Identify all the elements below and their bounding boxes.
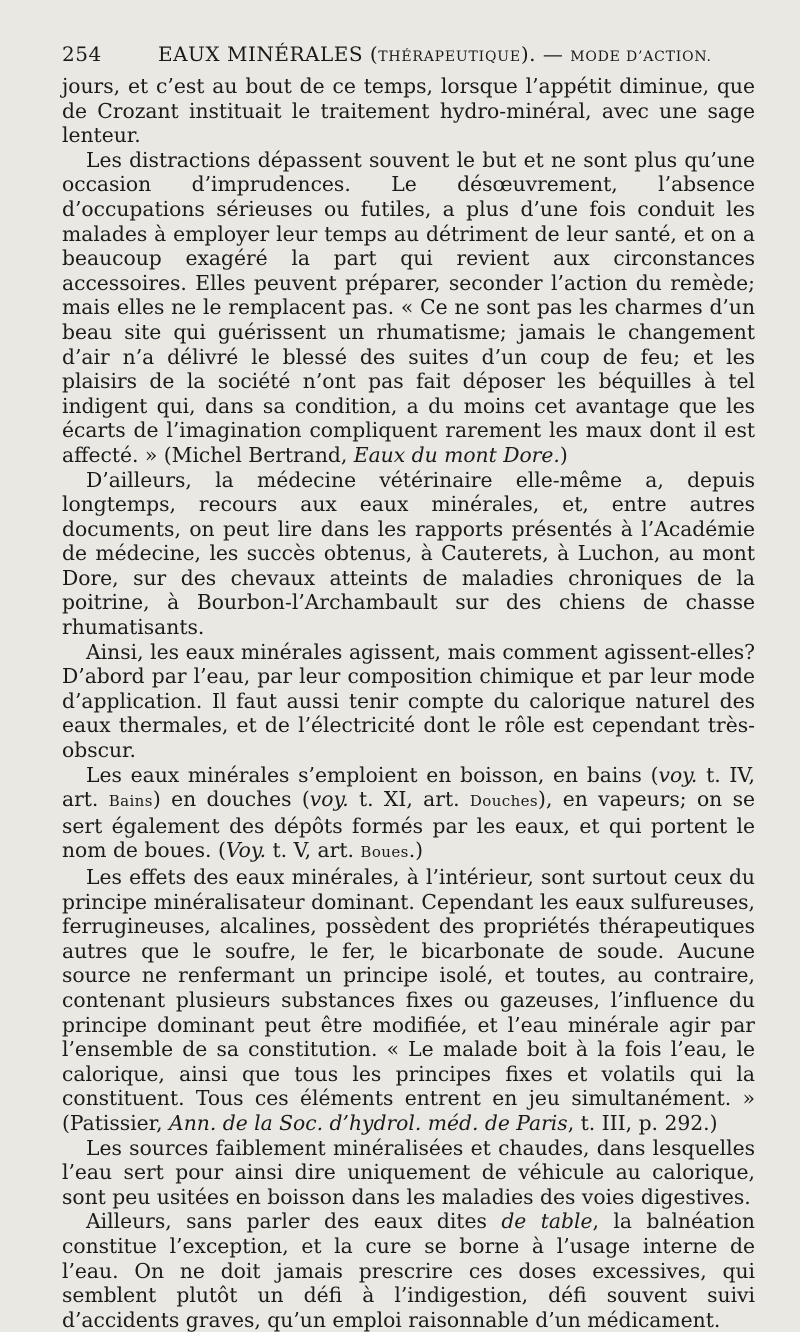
paragraph-5-voy-1: voy.: [658, 762, 698, 787]
paragraph-5-boues: Boues: [360, 843, 409, 862]
paragraph-6: [62, 865, 755, 1136]
paragraph-5: [62, 763, 755, 865]
paragraph-5-part-a: Les eaux minérales s’emploient en boisson, en bains (: [86, 762, 659, 787]
paragraph-1: jours, et c’est au bout de ce temps, lorsque l’appétit diminue, que de Crozant instituait le traitement hydro-minéral, avec une sage lenteur.: [62, 74, 755, 148]
running-head: [62, 42, 760, 74]
running-section: MODE D’ACTION.: [570, 49, 712, 65]
paragraph-6-end: , t. III, p. 292.): [567, 1110, 718, 1135]
paragraph-6-text: Les effets des eaux minérales, à l’intérieur, sont surtout ceux du principe minéralisateur dominant. Cependant les eaux sulfureuses, ferrugineuses, alcalines, possèdent des propriétés thérapeutiques autres que le soufre, le fer, le bicarbonate de soude. Aucune source ne renfermant un principe isolé, et toutes, au contraire, contenant plusieurs substances fixes ou gazeuses, l’influence du principe dominant peut être modifiée, et l’eau minérale agir par l’ensemble de sa constitution. « Le malade boit à la fois l’eau, le calorique, ainsi que tous les principes fixes et volatils qui la constituent. Tous ces éléments entrent en jeu simultanément. » (Patissier,: [62, 865, 755, 1135]
paragraph-5-voy-2: voy.: [309, 787, 349, 812]
paragraph-7: Les sources faiblement minéralisées et chaudes, dans lesquelles l’eau sert pour ainsi dire uniquement de véhicule au calorique, sont peu usitées en boisson dans les maladies des voies digestives.: [62, 1135, 755, 1209]
page-number: 254: [62, 42, 102, 66]
paragraph-5-part-f: t. V, art.: [266, 838, 361, 863]
paragraph-8-de-table: de table: [501, 1209, 593, 1234]
running-title-dash: —: [536, 42, 571, 66]
paragraph-5-part-d: t. XI, art.: [348, 787, 470, 812]
running-title-close: ).: [520, 42, 537, 66]
paragraph-5-part-e: ), en vapeurs; on se sert également des dépôts formés par les eaux, et qui portent le nom de boues. (: [62, 787, 755, 863]
paragraph-5-part-c: ) en douches (: [152, 787, 310, 812]
paragraph-2-end: ): [559, 442, 568, 467]
running-title-main: EAUX MINÉRALES (: [158, 42, 379, 66]
paragraph-8-part-a: Ailleurs, sans parler des eaux dites: [86, 1209, 502, 1234]
paragraph-3: D’ailleurs, la médecine vétérinaire elle-même a, depuis longtemps, recours aux eaux minérales, et, entre autres documents, on peut lire dans les rapports présentés à l’Académie de médecine, les succès obtenus, à Cauterets, à Luchon, au mont Dore, sur des chevaux atteints de maladies chroniques de la poitrine, à Bourbon-l’Archambault sur des chiens de chasse rhumatisants.: [62, 467, 755, 640]
paragraph-5-bains: Bains: [108, 792, 153, 811]
body-text: [62, 74, 755, 1332]
paragraph-2-text: Les distractions dépassent souvent le but et ne sont plus qu’une occasion d’imprudences. Le désœuvrement, l’absence d’occupations sérieuses ou futiles, a plus d’une fois conduit les malades à employer leur temps au détriment de leur santé, et on a beaucoup exagéré la part qui revient aux circonstances accessoires. Elles peuvent préparer, seconder l’action du remède; mais elles ne le remplacent pas. « Ce ne sont pas les charmes d’un beau site qui guérissent un rhumatisme; jamais le changement d’air n’a délivré le blessé des suites d’un coup de feu; et les plaisirs de la société n’ont pas fait déposer les béquilles à tel indigent qui, dans sa condition, a du moins cet avantage que les écarts de l’imagination compliquent rarement les maux dont il est affecté. » (Michel Bertrand,: [62, 147, 755, 467]
running-title: [158, 42, 712, 66]
paragraph-2: [62, 148, 755, 468]
paragraph-5-douches: Douches: [469, 792, 539, 811]
paragraph-4: Ainsi, les eaux minérales agissent, mais comment agissent-elles? D’abord par l’eau, par leur composition chimique et par leur mode d’application. Il faut aussi tenir compte du calorique naturel des eaux thermales, et de l’électricité dont le rôle est cependant très-obscur.: [62, 639, 755, 763]
paragraph-5-part-g: .): [408, 838, 424, 863]
paragraph-6-citation: Ann. de la Soc. d’hydrol. méd. de Paris: [169, 1110, 568, 1135]
paragraph-8-part-b: , la balnéation constitue l’exception, et la cure se borne à l’usage interne de l’eau. On ne doit jamais prescrire ces doses excessives, qui semblent plutôt un défi à l’indigestion, défi souvent suivi d’accidents graves, qu’un emploi raisonnable d’un médicament.: [62, 1209, 755, 1332]
running-title-sub: THÉRAPEUTIQUE: [378, 49, 521, 65]
paragraph-8: [62, 1209, 755, 1332]
paragraph-5-part-b: t. IV, art.: [62, 762, 755, 812]
paragraph-5-voy-3: Voy.: [225, 838, 267, 863]
paragraph-2-citation: Eaux du mont Dore.: [353, 442, 560, 467]
